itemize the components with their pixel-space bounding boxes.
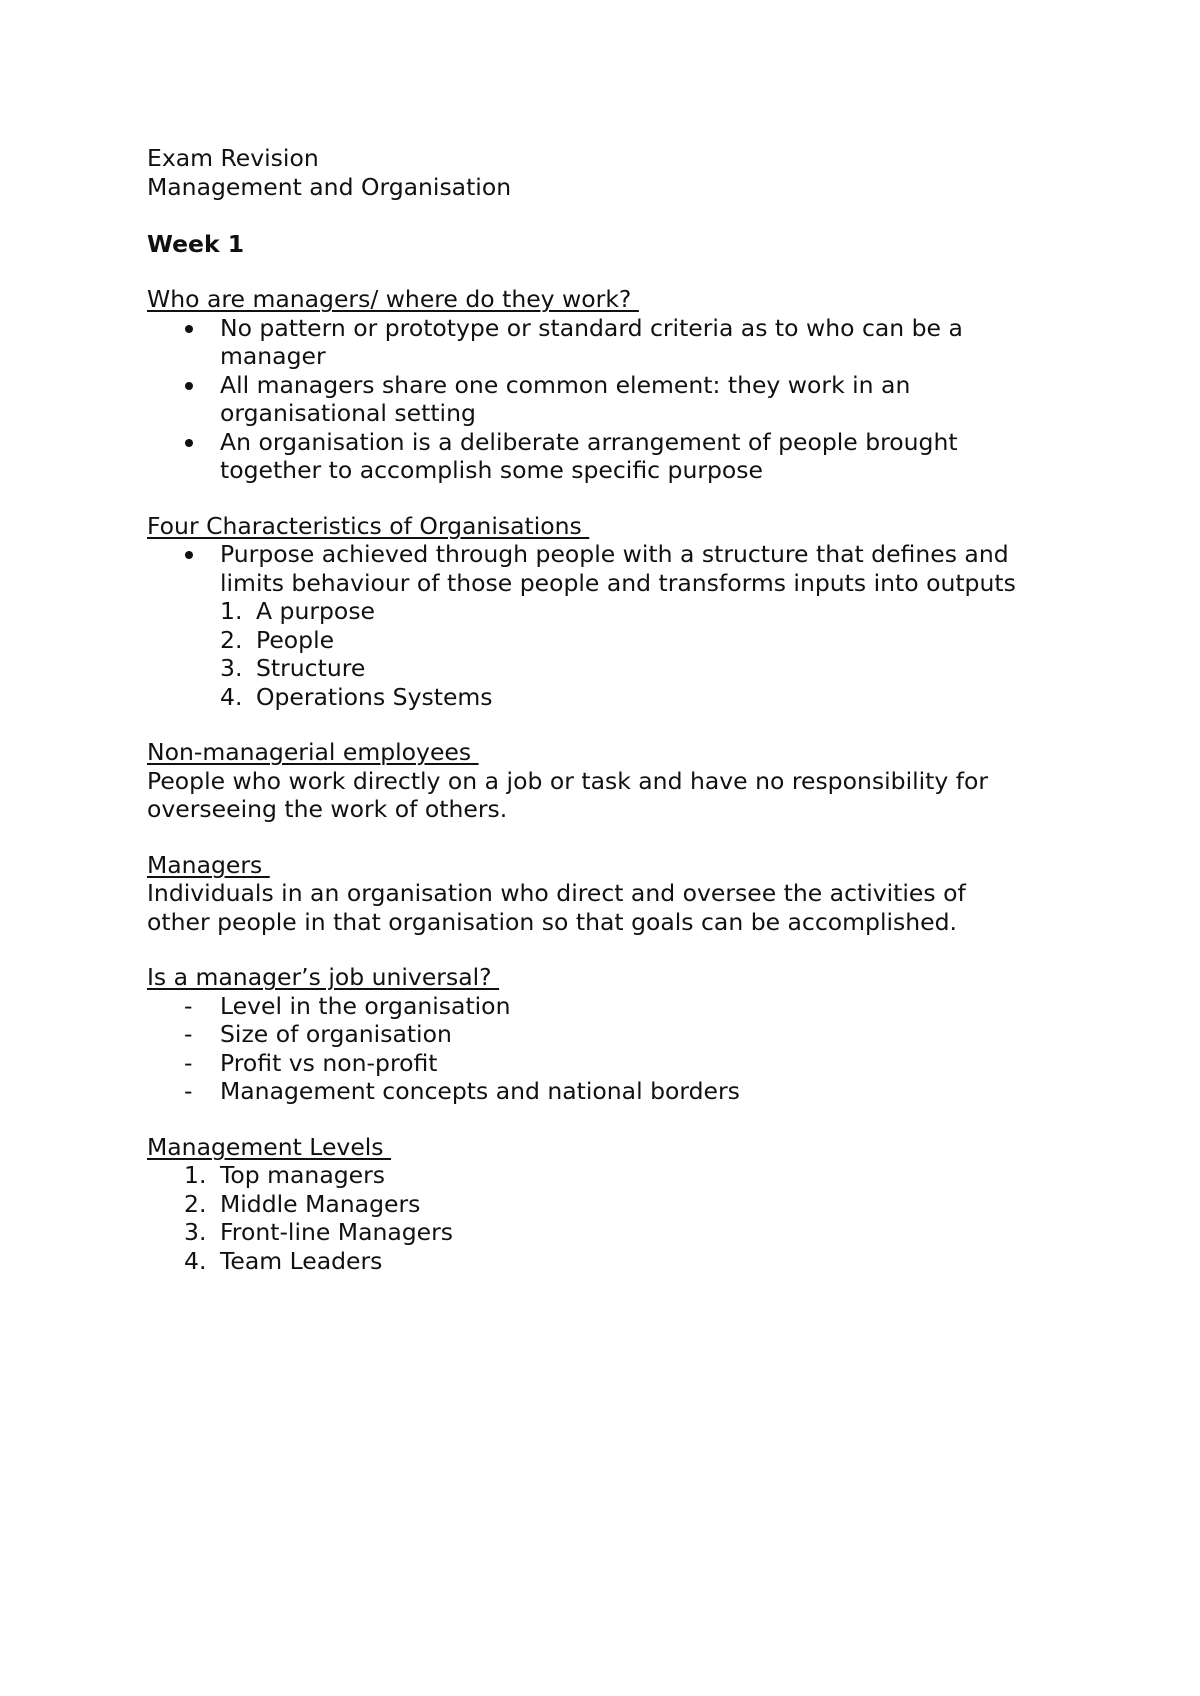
list-item-text: An organisation is a deliberate arrangement of people brought <box>220 427 958 456</box>
bullet-icon <box>185 551 193 559</box>
list-item-text: Purpose achieved through people with a structure that defines and <box>220 540 1009 568</box>
list-item-text: All managers share one common element: they work in an <box>220 370 911 399</box>
section-title-universal: Is a manager’s job universal? <box>147 963 500 991</box>
list-number: 1. <box>184 1161 207 1189</box>
section-title-non-managerial: Non-managerial employees <box>147 738 479 766</box>
list-item-text: People <box>256 625 335 654</box>
document-title: Exam Revision <box>147 144 319 172</box>
section-title-four-characteristics: Four Characteristics of Organisations <box>147 511 590 540</box>
paragraph-line: People who work directly on a job or task and have no responsibility for <box>147 766 989 795</box>
list-item-text: Level in the organisation <box>220 991 511 1020</box>
list-item <box>147 1049 1067 1078</box>
bullet-list-who-are-managers <box>147 314 1067 485</box>
bullet-list-four-characteristics <box>147 540 1067 597</box>
list-item-text: Top managers <box>220 1161 385 1189</box>
week-heading: Week 1 <box>147 229 245 258</box>
list-item <box>147 314 1067 371</box>
list-number: 3. <box>220 654 243 682</box>
list-item-text: Middle Managers <box>220 1189 421 1218</box>
paragraph-line: overseeing the work of others. <box>147 795 508 823</box>
list-item-text: Profit vs non-profit <box>220 1048 438 1077</box>
list-item <box>147 597 1067 626</box>
list-item <box>147 626 1067 655</box>
document-page <box>147 144 1067 1275</box>
section-title-who-are-managers: Who are managers/ where do they work? <box>147 285 639 313</box>
list-item-text: Structure <box>256 654 366 682</box>
list-item-text: manager <box>220 342 326 370</box>
numbered-list-characteristics <box>147 597 1067 711</box>
numbered-list-levels <box>147 1161 1067 1275</box>
document-subtitle: Management and Organisation <box>147 172 512 201</box>
list-number: 2. <box>184 1189 207 1218</box>
section-title-management-levels: Management Levels <box>147 1132 392 1161</box>
list-number: 4. <box>220 682 243 711</box>
bullet-icon <box>185 325 193 333</box>
list-item-text: Management concepts and national borders <box>220 1077 740 1105</box>
list-item <box>147 371 1067 428</box>
list-item <box>147 992 1067 1021</box>
list-item-text: No pattern or prototype or standard criteria as to who can be a <box>220 313 963 342</box>
list-item-text: Size of organisation <box>220 1020 452 1048</box>
dash-list-universal <box>147 992 1067 1106</box>
bullet-icon <box>185 382 193 390</box>
list-item <box>147 1218 1067 1247</box>
dash-icon: - <box>184 1020 193 1048</box>
list-item-text: limits behaviour of those people and transforms inputs into outputs <box>220 568 1016 597</box>
list-item-text: Operations Systems <box>256 682 493 711</box>
list-item <box>147 654 1067 683</box>
dash-icon: - <box>184 991 193 1020</box>
list-item <box>147 1020 1067 1049</box>
list-number: 3. <box>184 1218 207 1246</box>
list-item-text: Team Leaders <box>220 1246 383 1275</box>
list-number: 2. <box>220 625 243 654</box>
bullet-icon <box>185 439 193 447</box>
list-item <box>147 1190 1067 1219</box>
list-item <box>147 1247 1067 1276</box>
list-number: 4. <box>184 1246 207 1275</box>
dash-icon: - <box>184 1048 193 1077</box>
dash-icon: - <box>184 1077 193 1105</box>
list-item-text: together to accomplish some specific purpose <box>220 456 763 484</box>
list-item <box>147 428 1067 485</box>
list-item <box>147 1161 1067 1190</box>
paragraph-line: Individuals in an organisation who direct and oversee the activities of <box>147 879 966 907</box>
list-item-text: Front-line Managers <box>220 1218 454 1246</box>
list-item <box>147 683 1067 712</box>
list-item <box>147 1077 1067 1106</box>
section-title-managers: Managers <box>147 850 270 879</box>
list-item <box>147 540 1067 597</box>
list-number: 1. <box>220 597 243 625</box>
list-item-text: organisational setting <box>220 399 476 427</box>
paragraph-line: other people in that organisation so that goals can be accomplished. <box>147 907 958 936</box>
list-item-text: A purpose <box>256 597 376 625</box>
